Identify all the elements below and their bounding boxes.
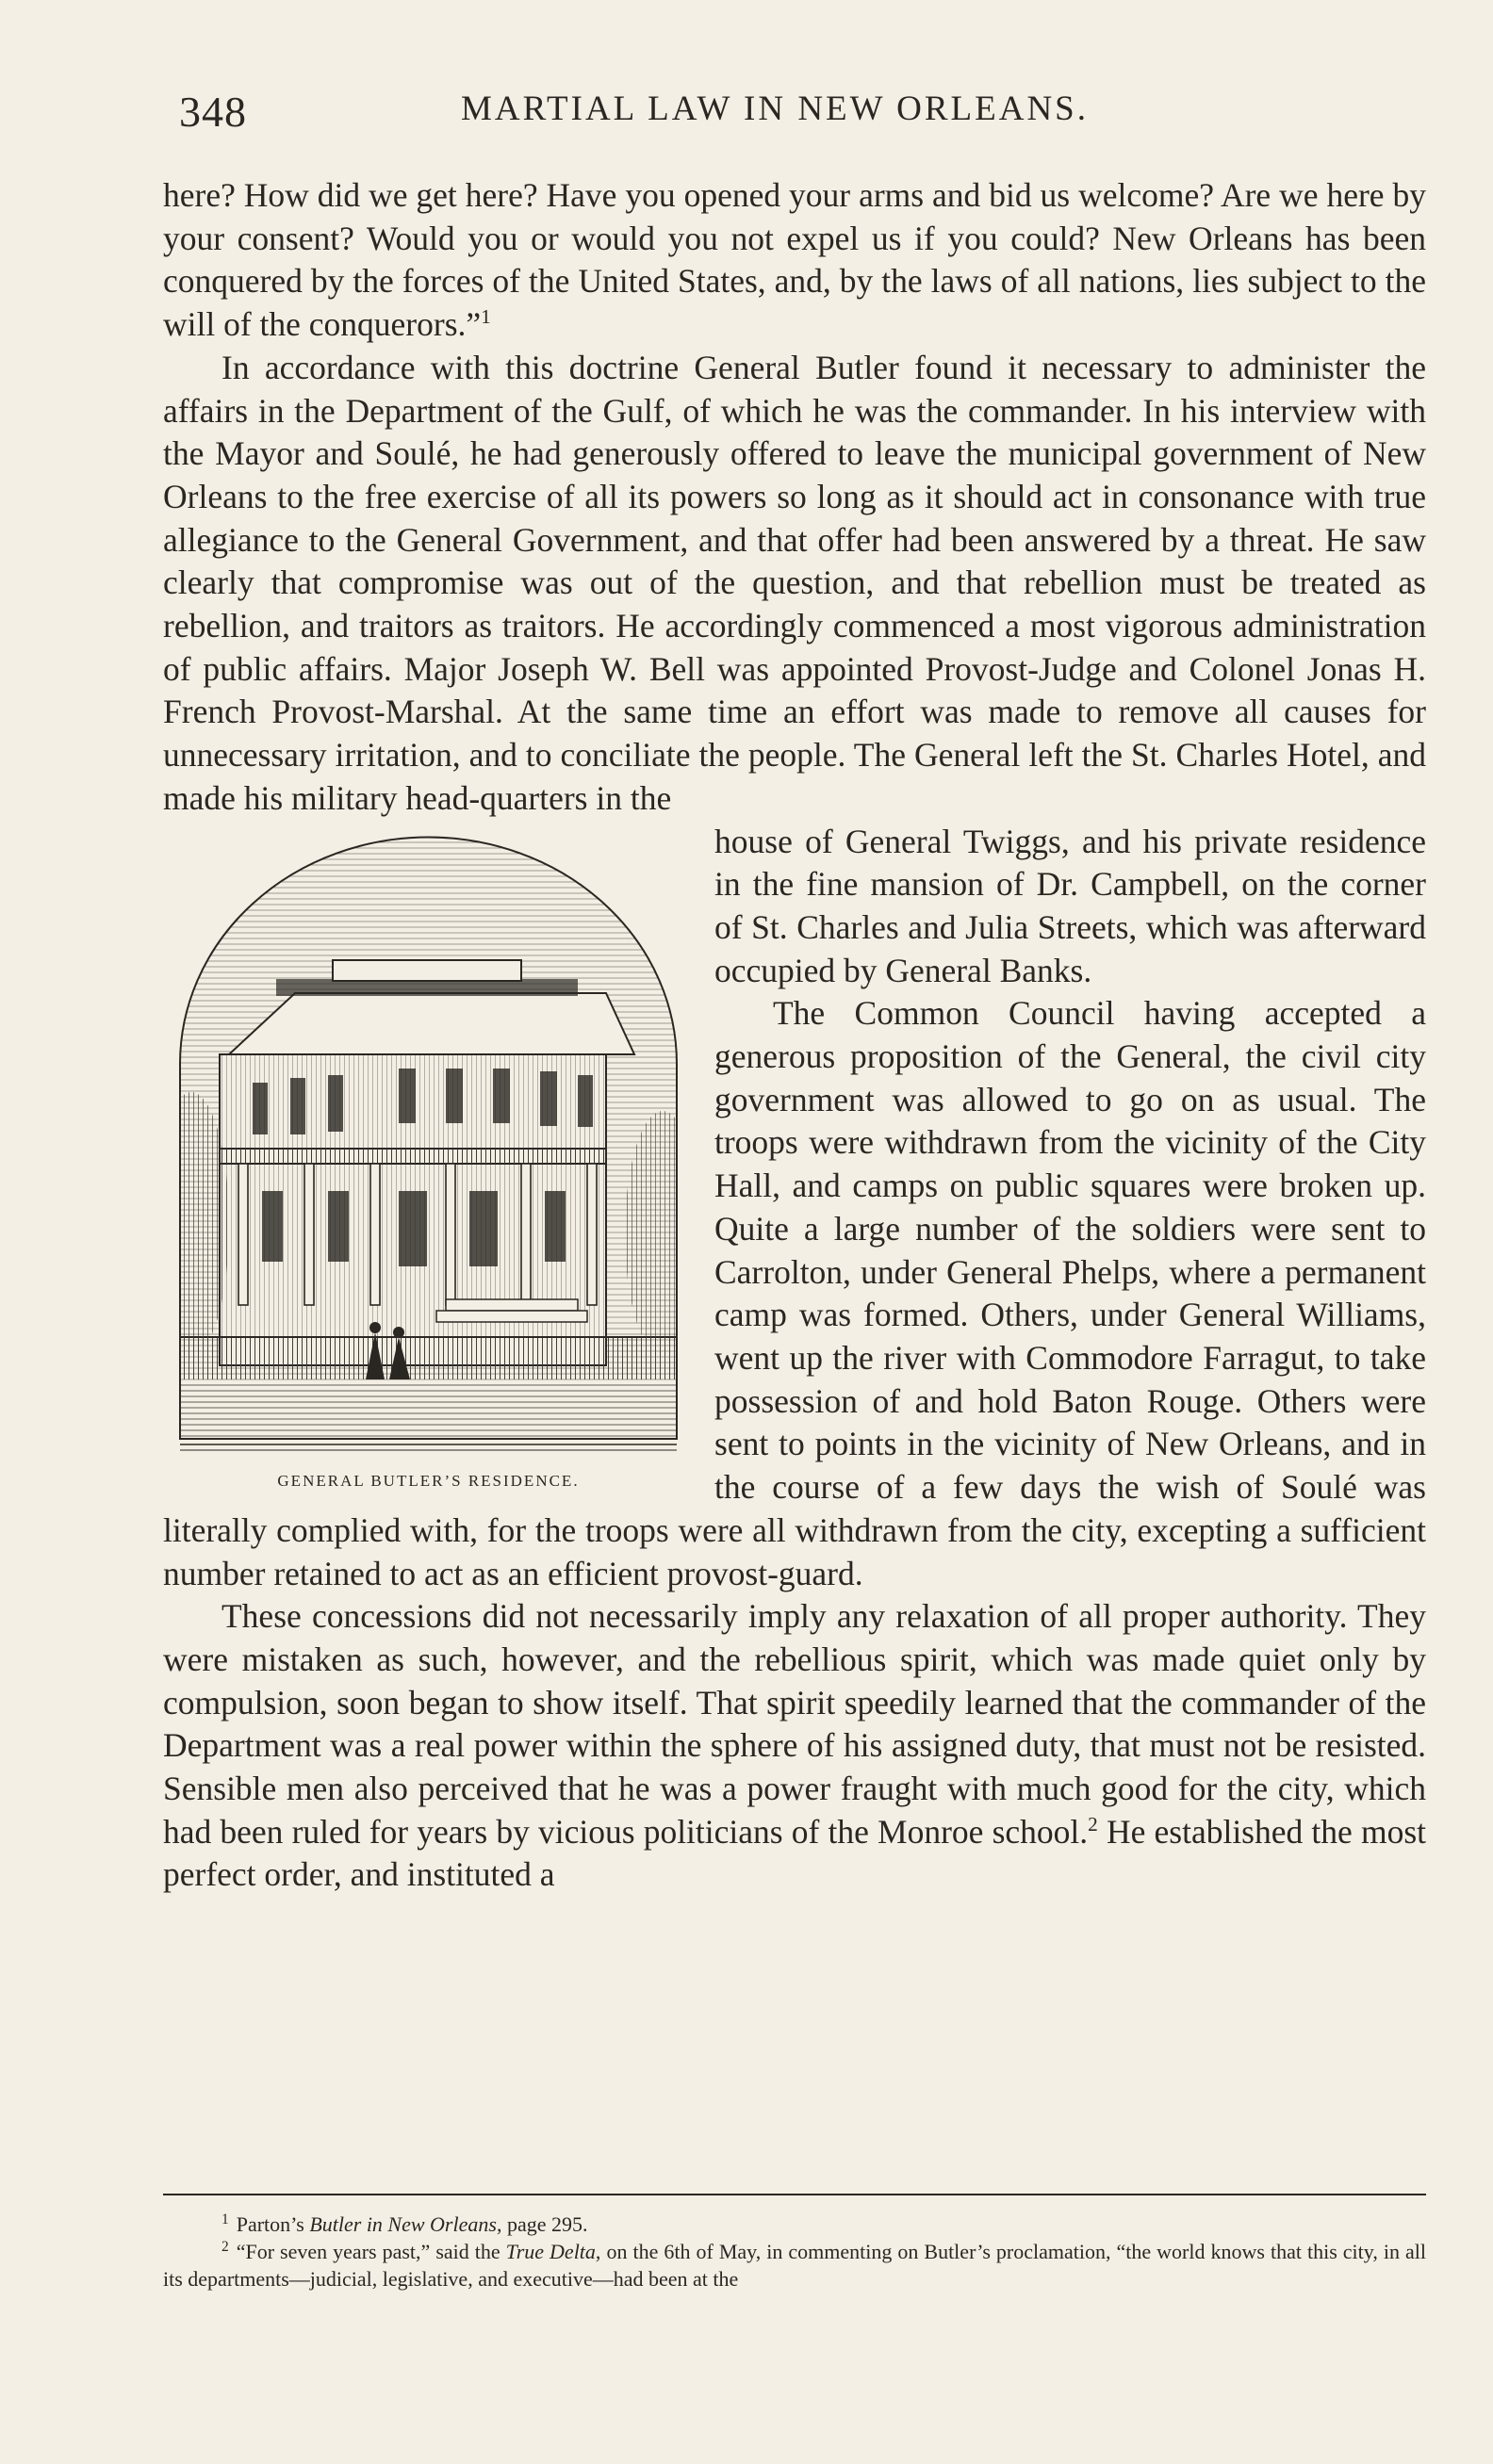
paragraph: In accordance with this doctrine General Butler found it necessary to administer the affairs in the Department of the Gulf, of which he was the commander. In his interview with the Mayor and Soulé, he had generously offered to leave the municipal government of New Orleans to the free exercise of all its powers so long as it should act in consonance with true allegiance to the General Government, and that offer had been answered by a threat. He saw clearly that compromise was out of the question, and that rebellion must be treated as rebellion, and traitors as traitors. He accordingly commenced a most vigorous administration of public affairs. Major Joseph W. Bell was appointed Provost-Judge and Colonel Jonas H. French Provost-Marshal. At the same time an effort was made to remove all causes for unnecessary irritation, and to conciliate the people. The General left the St. Charles Hotel, and made his military head-quarters in the [163, 348, 1426, 817]
page-number: 348 [179, 88, 247, 136]
footnotes [163, 2211, 1426, 2293]
footnote-mark: 1 [221, 2211, 229, 2227]
paragraph-text: He established the most perfect order, and instituted a [163, 1812, 1426, 1894]
footnote-mark: 2 [221, 2238, 229, 2255]
footnote-text: Parton’s [236, 2212, 310, 2236]
figure-caption: GENERAL BUTLER’S RESIDENCE. [277, 1471, 580, 1490]
footnote-text: “For seven years past,” said the [236, 2240, 506, 2263]
figure-engraving [163, 828, 694, 1509]
paragraph-continued: house of General Twiggs, and his private residence in the fine mansion of Dr. Campbell, on the corner of St. Charles and Julia Streets, which was afterward occupied by General Banks. [714, 822, 1426, 989]
footnote-text: , page 295. [496, 2212, 588, 2236]
footnote-title: Butler in New Orleans [309, 2212, 497, 2236]
paragraph: The Common Council having accepted a generous proposition of the General, the civil city government was allowed to go on as usual. The troops were withdrawn from the vicinity of the City Hall, and camps on public squares were broken up. Quite a large number of the soldiers were sent to Carrolton, under General Phelps, where a permanent camp was formed. Others, under General Williams, went up the river with Commodore Farragut, to take possession of and hold Baton Rouge. Others were sent to points in the vicinity of New Orleans, and in the course of a few days the wish of Soulé was literally complied with, for the troops were all withdrawn from the city, excepting a sufficient number retained to act as an efficient provost-guard. [163, 994, 1426, 1592]
footnote-ref: 1 [481, 305, 491, 329]
footnote-title: True Delta [505, 2240, 596, 2263]
paragraph-continued [163, 174, 1426, 347]
footnote-1 [163, 2211, 1426, 2238]
running-title: MARTIAL LAW IN NEW ORLEANS. [460, 90, 1090, 128]
footnote-text: , on the 6th of May, in commenting on Butler’s proclamation, “the world knows that this city, in all its departments—judicial, legislative, and executive—had been at the [163, 2240, 1426, 2291]
paragraph [163, 1595, 1426, 1897]
footnote-ref: 2 [1088, 1812, 1098, 1836]
running-head [0, 87, 1493, 143]
paragraph-text: here? How did we get here? Have you opened your arms and bid us welcome? Are we here by your consent? Would you or would you not expel us if you could? New Orleans has been conquered by the forces of the United States, and, by the laws of all nations, lies subject to the will of the conquerors.” [163, 176, 1426, 344]
paragraph-text: These concessions did not necessarily imply any relaxation of all proper authority. They were mistaken as such, however, and the rebellious spirit, which was made quiet only by compulsion, soon began to show itself. That spirit speedily learned that the commander of the Department was a real power within the sphere of his assigned duty, that must not be resisted. Sensible men also perceived that he was a power fraught with much good for the city, which had been ruled for years by vicious politicians of the Monroe school. [163, 1597, 1426, 1851]
residence-engraving-image [163, 828, 694, 1461]
footnote-2 [163, 2238, 1426, 2293]
footnote-rule [163, 2194, 1426, 2195]
body-text [163, 174, 1426, 1897]
